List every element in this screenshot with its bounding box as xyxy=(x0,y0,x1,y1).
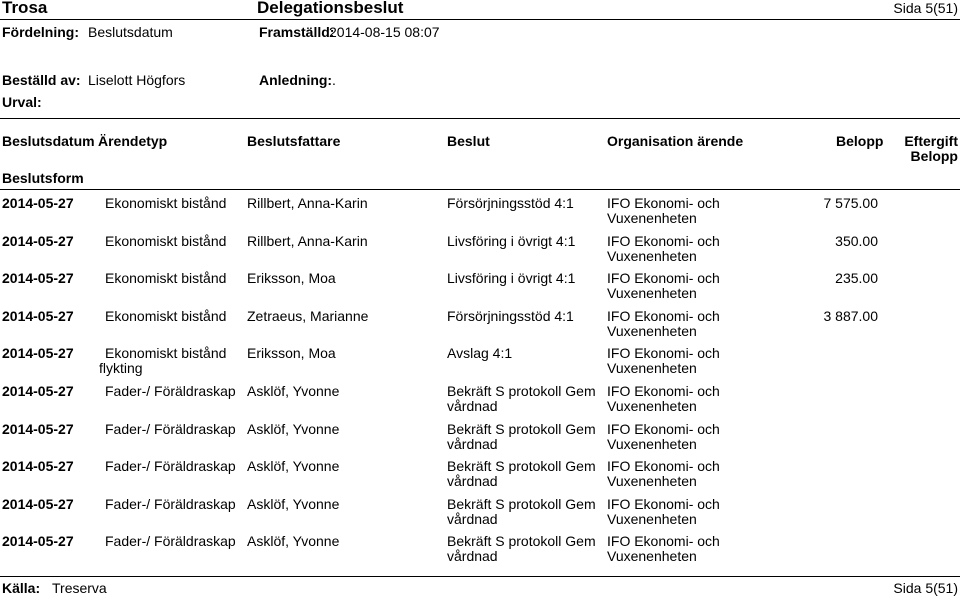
header-divider xyxy=(0,19,960,20)
cell-case-type: Fader-/ Föräldraskap xyxy=(105,421,236,437)
cell-date: 2014-05-27 xyxy=(2,533,74,549)
cell-case-type: Fader-/ Föräldraskap xyxy=(105,458,236,474)
cell-organisation: IFO Ekonomi- och Vuxenenheten xyxy=(607,458,720,489)
report-title: Delegationsbeslut xyxy=(257,0,404,17)
cell-case-type: Fader-/ Föräldraskap xyxy=(105,383,236,399)
cell-decision: Bekräft S protokoll Gem vårdnad xyxy=(447,533,596,564)
column-header-case-type: Ärendetyp xyxy=(98,133,168,149)
cell-case-type: Ekonomiskt bistånd flykting xyxy=(99,345,227,376)
table-row xyxy=(0,534,960,572)
cell-organisation: IFO Ekonomi- och Vuxenenheten xyxy=(607,496,720,527)
cell-decision: Livsföring i övrigt 4:1 xyxy=(447,270,576,286)
cell-decision-maker: Asklöf, Yvonne xyxy=(247,383,340,399)
page-number: Sida 5(51) xyxy=(893,0,958,16)
cell-decision: Bekräft S protokoll Gem vårdnad xyxy=(447,458,596,489)
cell-case-type: Ekonomiskt bistånd xyxy=(105,308,227,324)
cell-decision-maker: Eriksson, Moa xyxy=(247,270,336,286)
footer-divider xyxy=(0,576,960,577)
cell-decision-maker: Rillbert, Anna-Karin xyxy=(247,233,368,249)
cell-decision-maker: Asklöf, Yvonne xyxy=(247,496,340,512)
cell-amount: 235.00 xyxy=(835,270,878,286)
table-row xyxy=(0,234,960,272)
column-header-amount: Belopp xyxy=(836,133,884,149)
cell-date: 2014-05-27 xyxy=(2,496,74,512)
table-row xyxy=(0,271,960,309)
ordered-by-value: Liselott Högfors xyxy=(88,72,186,88)
column-header-decision: Beslut xyxy=(447,133,490,149)
cell-organisation: IFO Ekonomi- och Vuxenenheten xyxy=(607,308,720,339)
selection-label: Urval: xyxy=(2,94,42,110)
cell-organisation: IFO Ekonomi- och Vuxenenheten xyxy=(607,345,720,376)
cell-decision: Bekräft S protokoll Gem vårdnad xyxy=(447,421,596,452)
cell-decision: Bekräft S protokoll Gem vårdnad xyxy=(447,383,596,414)
cell-amount: 3 887.00 xyxy=(823,308,878,324)
cell-decision: Försörjningsstöd 4:1 xyxy=(447,308,574,324)
footer-page-number: Sida 5(51) xyxy=(893,580,958,596)
cell-case-type: Ekonomiskt bistånd xyxy=(105,233,227,249)
distribution-label: Fördelning: xyxy=(2,24,79,40)
cell-case-type: Ekonomiskt bistånd xyxy=(105,195,227,211)
cell-date: 2014-05-27 xyxy=(2,233,74,249)
cell-decision-maker: Eriksson, Moa xyxy=(247,345,336,361)
cell-organisation: IFO Ekonomi- och Vuxenenheten xyxy=(607,270,720,301)
cell-amount: 7 575.00 xyxy=(823,195,878,211)
cell-case-type: Fader-/ Föräldraskap xyxy=(105,533,236,549)
cell-organisation: IFO Ekonomi- och Vuxenenheten xyxy=(607,533,720,564)
cell-decision: Bekräft S protokoll Gem vårdnad xyxy=(447,496,596,527)
cell-decision-maker: Rillbert, Anna-Karin xyxy=(247,195,368,211)
distribution-value: Beslutsdatum xyxy=(88,24,173,40)
cell-decision-maker: Zetraeus, Marianne xyxy=(247,308,369,324)
column-header-organisation: Organisation ärende xyxy=(607,133,744,149)
produced-label: Framställd: xyxy=(259,24,335,40)
source-label: Källa: xyxy=(2,580,41,596)
table-row xyxy=(0,459,960,497)
ordered-by-label: Beställd av: xyxy=(2,72,81,88)
cell-decision: Avslag 4:1 xyxy=(447,345,513,361)
cell-date: 2014-05-27 xyxy=(2,195,74,211)
column-header-date: Beslutsdatum xyxy=(2,133,95,149)
municipality-name: Trosa xyxy=(2,0,48,17)
reason-value: . xyxy=(332,72,336,88)
table-row xyxy=(0,346,960,384)
table-row xyxy=(0,384,960,422)
cell-date: 2014-05-27 xyxy=(2,345,74,361)
cell-decision: Livsföring i övrigt 4:1 xyxy=(447,233,576,249)
produced-value: 2014-08-15 08:07 xyxy=(329,24,440,40)
cell-date: 2014-05-27 xyxy=(2,308,74,324)
cell-organisation: IFO Ekonomi- och Vuxenenheten xyxy=(607,195,720,226)
cell-decision-maker: Asklöf, Yvonne xyxy=(247,421,340,437)
cell-organisation: IFO Ekonomi- och Vuxenenheten xyxy=(607,383,720,414)
cell-date: 2014-05-27 xyxy=(2,458,74,474)
cell-case-type: Fader-/ Föräldraskap xyxy=(105,496,236,512)
column-header-decision-maker: Beslutsfattare xyxy=(247,133,341,149)
cell-date: 2014-05-27 xyxy=(2,270,74,286)
cell-decision-maker: Asklöf, Yvonne xyxy=(247,533,340,549)
columns-bottom-divider xyxy=(0,189,960,190)
table-row xyxy=(0,309,960,347)
cell-date: 2014-05-27 xyxy=(2,421,74,437)
cell-organisation: IFO Ekonomi- och Vuxenenheten xyxy=(607,421,720,452)
cell-case-type: Ekonomiskt bistånd xyxy=(105,270,227,286)
cell-date: 2014-05-27 xyxy=(2,383,74,399)
cell-decision: Försörjningsstöd 4:1 xyxy=(447,195,574,211)
reason-label: Anledning: xyxy=(259,72,333,88)
columns-top-divider xyxy=(0,118,960,119)
column-header-remaining-line2: Belopp xyxy=(910,148,958,164)
source-value: Treserva xyxy=(52,580,107,596)
cell-decision-maker: Asklöf, Yvonne xyxy=(247,458,340,474)
column-header-remaining-line1: Eftergift xyxy=(904,133,958,149)
column-header-remaining xyxy=(904,134,958,164)
table-row xyxy=(0,196,960,234)
cell-amount: 350.00 xyxy=(835,233,878,249)
column-header-form: Beslutsform xyxy=(2,170,84,186)
table-row xyxy=(0,422,960,460)
cell-organisation: IFO Ekonomi- och Vuxenenheten xyxy=(607,233,720,264)
table-row xyxy=(0,497,960,535)
